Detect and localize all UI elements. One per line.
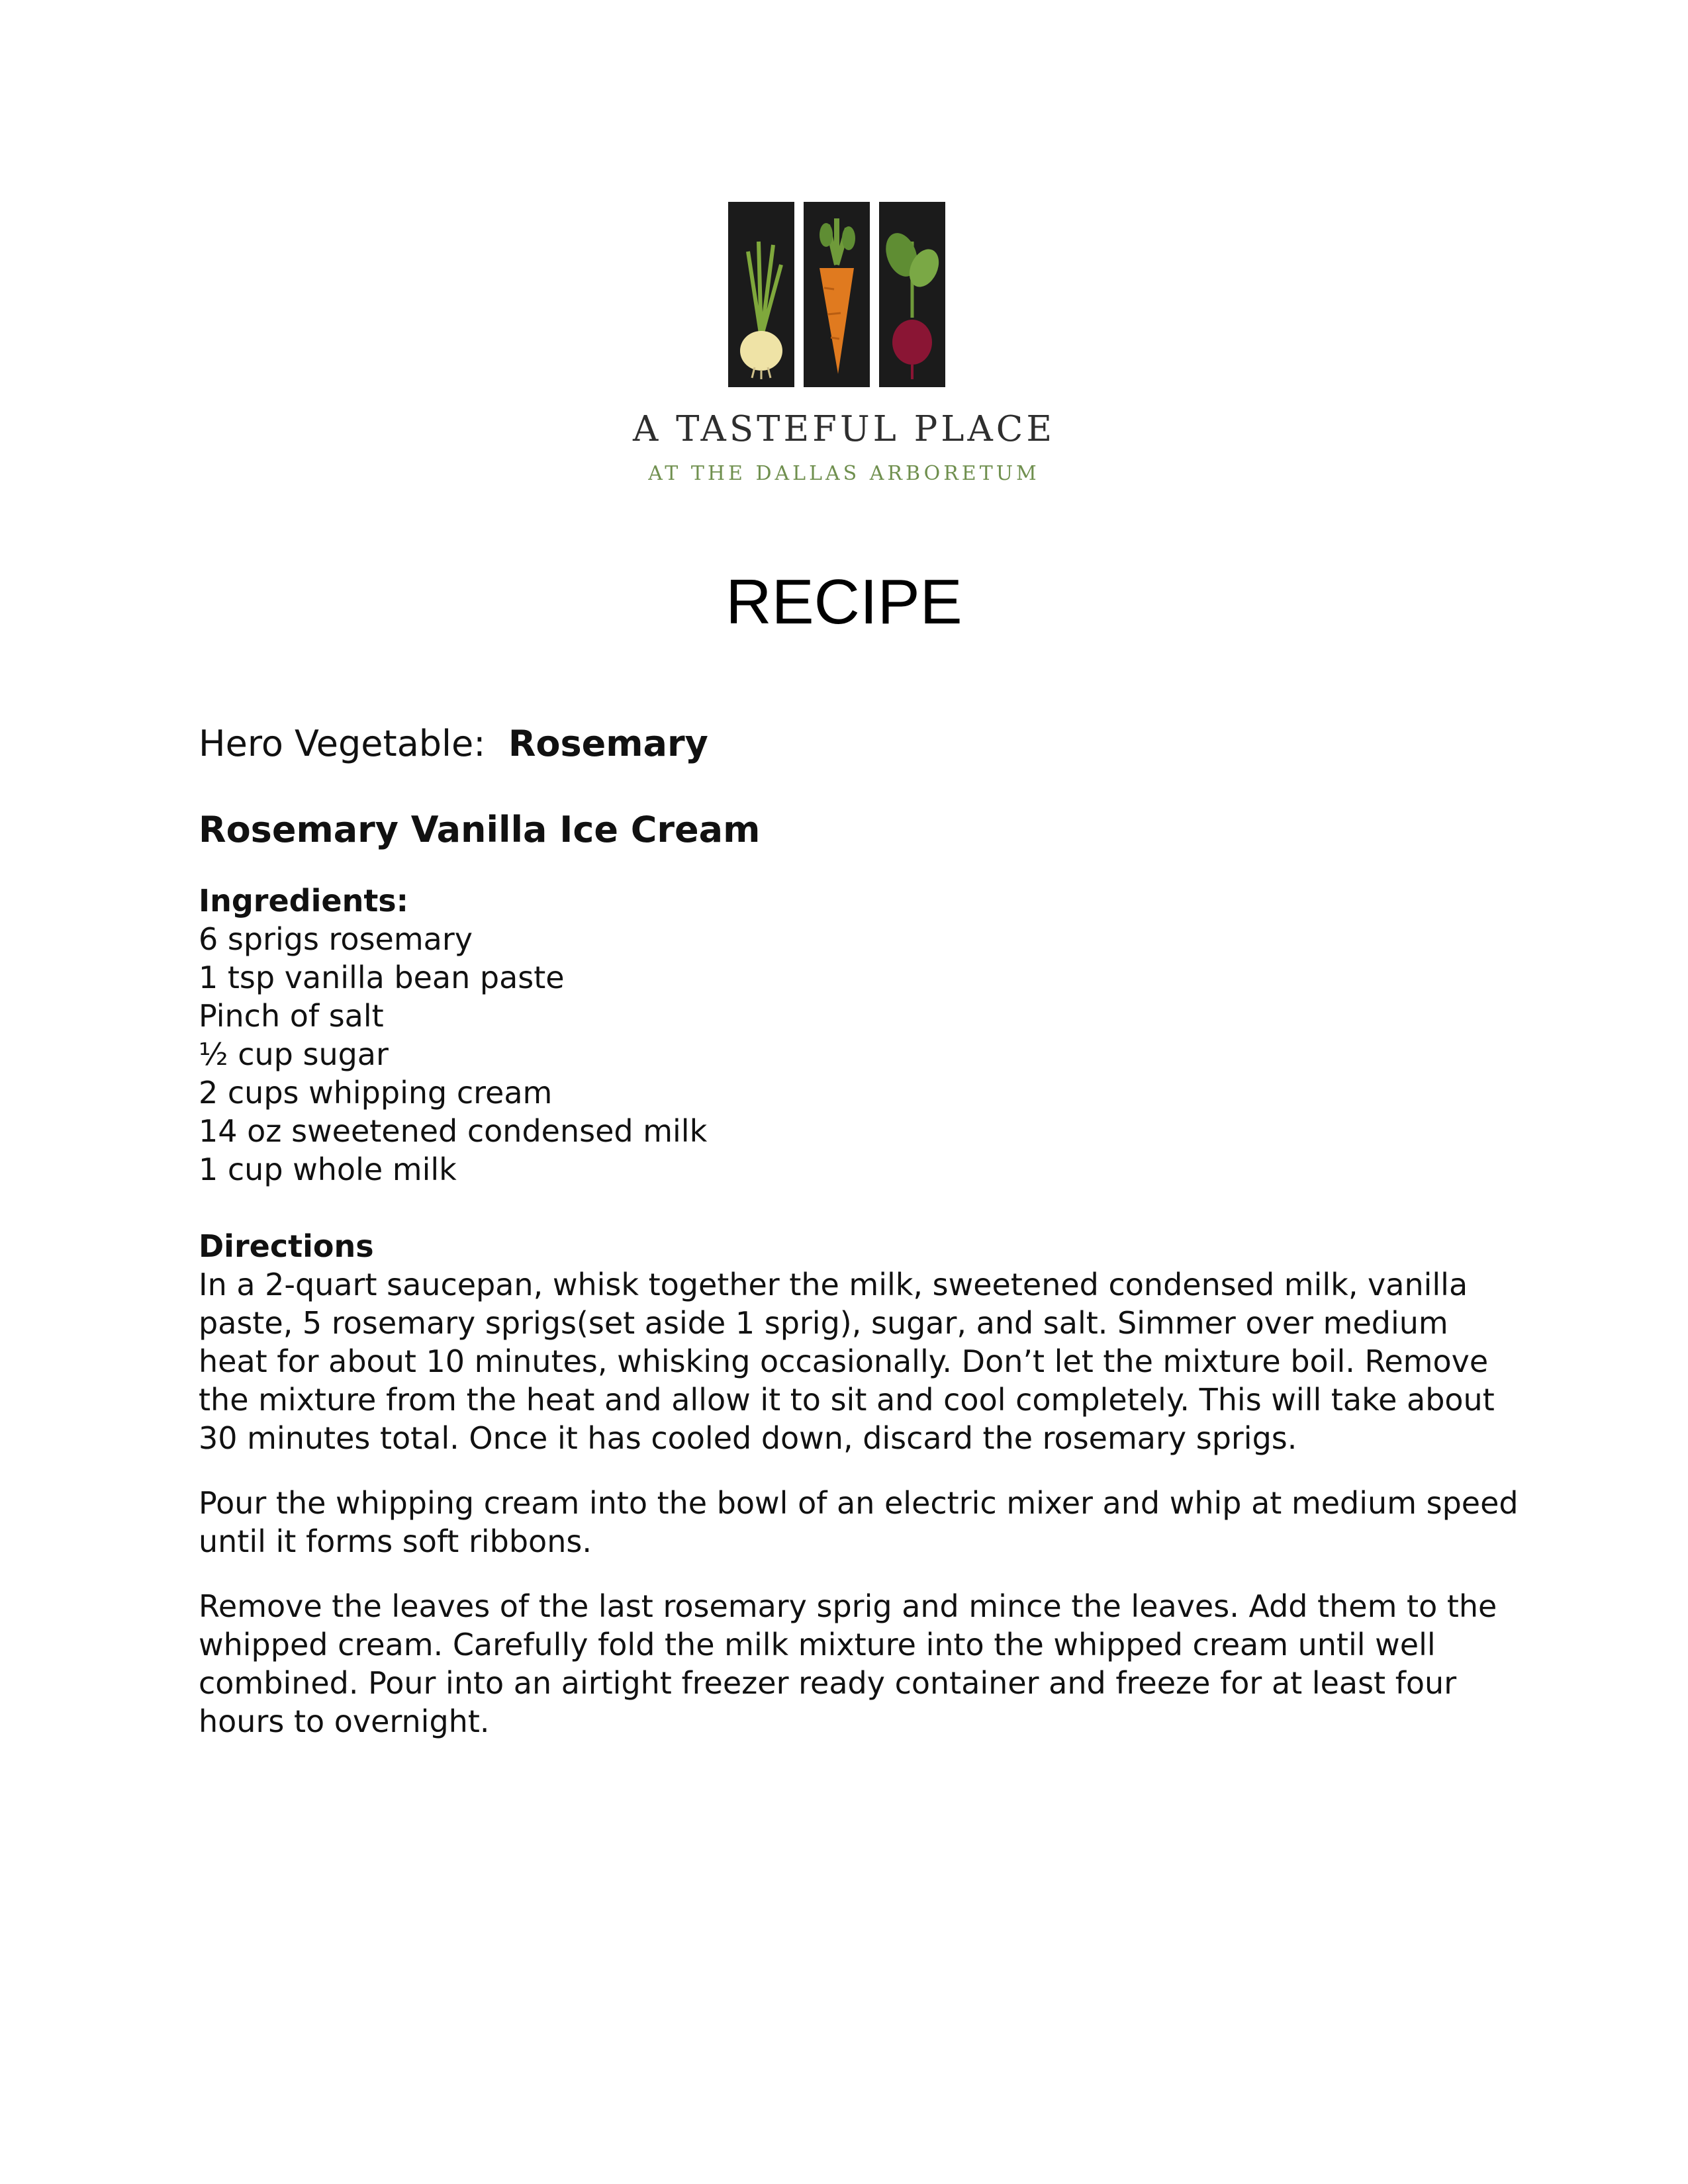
- page-title: RECIPE: [726, 567, 962, 637]
- hero-vegetable-value: Rosemary: [508, 723, 708, 764]
- brand-subtitle: AT THE DALLAS ARBORETUM: [648, 462, 1040, 485]
- directions-paragraph: Remove the leaves of the last rosemary sprig and mince the leaves. Add them to the whipped cream. Carefully fold the milk mixture into the whipped cream until well combined. Pour into an airtight freezer ready container and freeze for at least four hours to overnight.: [199, 1588, 1497, 1739]
- ingredient-item: 14 oz sweetened condensed milk: [199, 1113, 708, 1149]
- ingredients-list: [199, 920, 1523, 1189]
- ingredient-item: 2 cups whipping cream: [199, 1075, 553, 1111]
- ingredient-item: 1 tsp vanilla bean paste: [199, 960, 565, 995]
- brand-name: A TASTEFUL PLACE: [632, 409, 1056, 449]
- ingredients-heading: Ingredients:: [199, 883, 409, 919]
- directions-paragraph: Pour the whipping cream into the bowl of an electric mixer and whip at medium speed until it forms soft ribbons.: [199, 1485, 1519, 1559]
- ingredient-item: Pinch of salt: [199, 998, 384, 1034]
- ingredient-item: ½ cup sugar: [199, 1036, 389, 1072]
- hero-vegetable-label: Hero Vegetable:: [199, 723, 486, 764]
- directions-heading: Directions: [199, 1228, 374, 1264]
- directions-paragraph: In a 2-quart saucepan, whisk together the milk, sweetened condensed milk, vanilla paste, 5 rosemary sprigs(set aside 1 sprig), sugar, and salt. Simmer over medium heat for about 10 minutes, whisking occasionally. Don’t let the mixture boil. Remove the mixture from the heat and allow it to sit and cool completely. This will take about 30 minutes total. Once it has cooled down, discard the rosemary sprigs.: [199, 1267, 1495, 1456]
- ingredient-item: 6 sprigs rosemary: [199, 921, 473, 957]
- recipe-title: Rosemary Vanilla Ice Cream: [199, 809, 761, 850]
- ingredient-item: 1 cup whole milk: [199, 1152, 457, 1187]
- recipe-content: [199, 721, 1523, 1741]
- vegetable-panels-logo-icon: [728, 202, 953, 387]
- hero-vegetable-line: [199, 721, 1523, 766]
